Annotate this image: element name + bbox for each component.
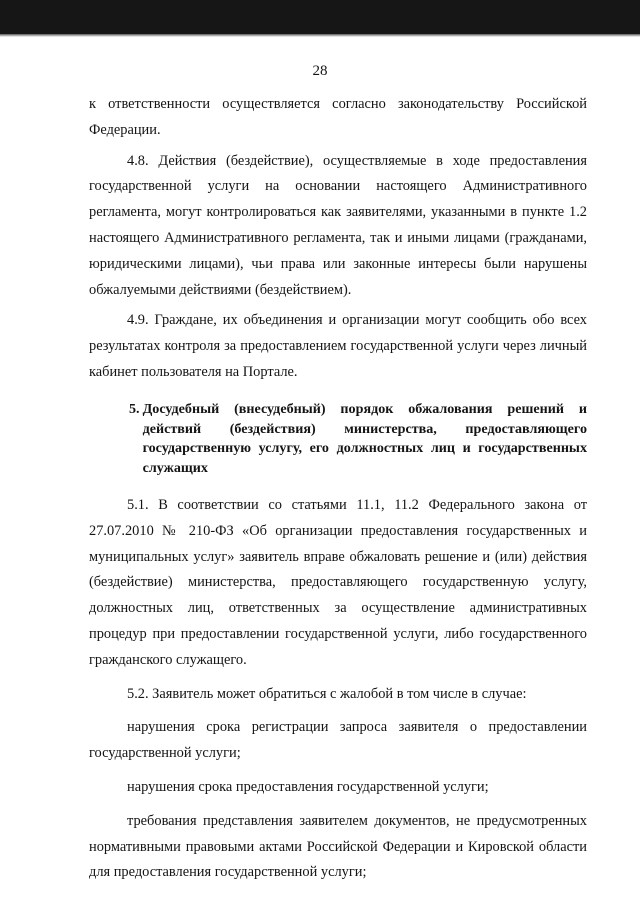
section-5-number: 5.: [129, 400, 140, 417]
scan-top-edge: [0, 0, 640, 34]
paragraph-4-9: 4.9. Граждане, их объединения и организации могут сообщить обо всех результатах контроля за предоставлением государственной услуги через личный кабинет пользователя на Портале.: [89, 312, 587, 380]
list-item-case-1: нарушения срока регистрации запроса заявителя о предоставлении государственной услуги;: [89, 719, 587, 762]
paragraph-4-8: 4.8. Действия (бездействие), осуществляемые в ходе предоставления государственной услуги на основании настоящего Административного регламента, могут контролироваться как заявителями, указанными в пункте 1.2 настоящего Административного регламента, так и иными лицами (гражданами, юридическими лицами), чьи права или законные интересы были нарушены обжалуемыми действиями (бездействием).: [89, 152, 587, 298]
paragraph-5-1: 5.1. В соответствии со статьями 11.1, 11.2 Федерального закона от 27.07.2010 № 210-ФЗ «Об организации предоставления государственных и муниципальных услуг» заявитель вправе обжаловать решение и (или) действия (бездействие) министерства, предоставляющего государственную услугу, должностных лиц, ответственных за осуществление административных процедур при предоставлении государственной услуги, либо государственного гражданского служащего.: [89, 496, 587, 668]
document-body: [89, 92, 587, 886]
section-5-heading: [129, 400, 587, 479]
section-5-title: Досудебный (внесудебный) порядок обжалования решений и действий (бездействия) министерства, предоставляющего государственную услугу, его должностных лиц и государственных служащих: [142, 400, 587, 477]
list-item-case-2: нарушения срока предоставления государственной услуги;: [127, 778, 489, 795]
paragraph-5-2: 5.2. Заявитель может обратиться с жалобой в том числе в случае:: [127, 685, 527, 702]
page-number: 28: [312, 63, 328, 79]
paragraph-continued: к ответственности осуществляется согласно законодательству Российской Федерации.: [89, 96, 587, 138]
list-item-case-3: требования представления заявителем документов, не предусмотренных нормативными правовыми актами Российской Федерации и Кировской области для предоставления государственной услуги;: [89, 812, 587, 881]
